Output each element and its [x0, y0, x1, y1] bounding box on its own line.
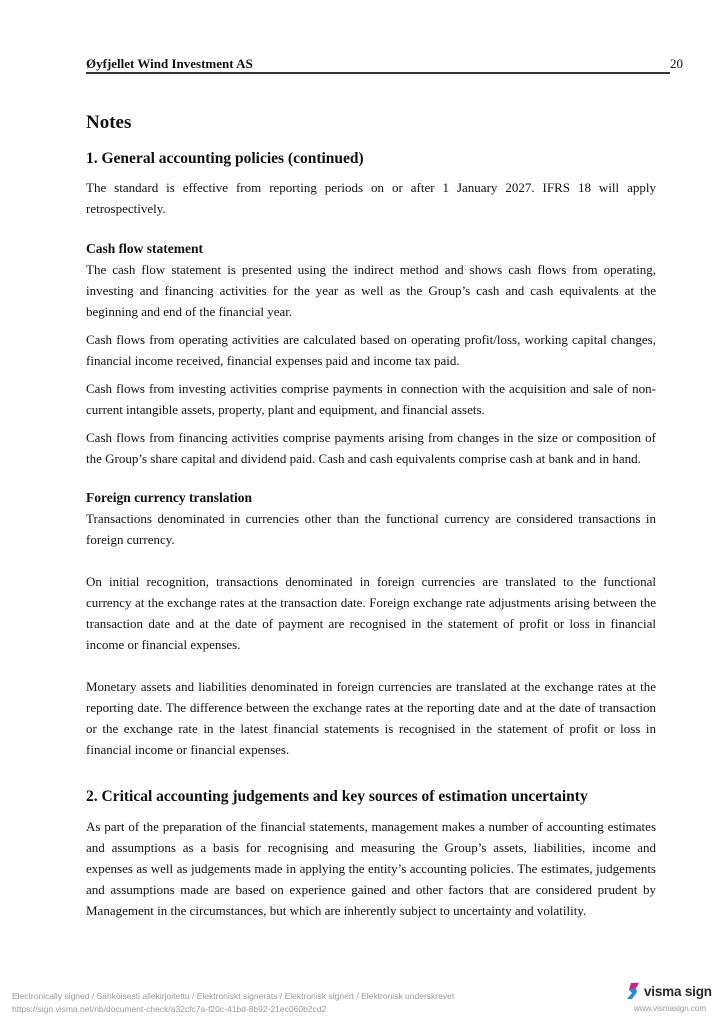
page-header	[86, 56, 683, 74]
section-1-title: 1. General accounting policies (continued)	[86, 150, 364, 167]
cash-flow-paragraph: Cash flows from financing activities comprise payments arising from changes in the size or composition of the Group’s share capital and dividend paid. Cash and cash equivalents comprise cash at bank and in hand.	[86, 430, 656, 466]
foreign-currency-paragraph: Monetary assets and liabilities denominated in foreign currencies are translated at the exchange rates at the reporting date. The difference between the exchange rates at the reporting date and at the date of transaction or the exchange rate in the latest financial statements is recognised in the statement of profit or loss in financial income or financial expenses.	[86, 679, 656, 757]
signature-footer	[12, 990, 454, 1016]
visma-url[interactable]: www.vismasign.com	[634, 1004, 707, 1013]
foreign-currency-heading: Foreign currency translation	[86, 490, 252, 505]
visma-brand-name: visma sign	[644, 983, 712, 999]
cash-flow-paragraph: Cash flows from investing activities comprise payments in connection with the acquisition and sale of non-current intangible assets, property, plant and equipment, and financial assets.	[86, 381, 656, 417]
company-name: Øyfjellet Wind Investment AS	[86, 56, 253, 71]
cash-flow-paragraph: Cash flows from operating activities are calculated based on operating profit/loss, working capital changes, financial income received, financial expenses paid and income tax paid.	[86, 332, 656, 368]
section-2-title: 2. Critical accounting judgements and key sources of estimation uncertainty	[86, 788, 588, 805]
foreign-currency-section	[86, 488, 656, 760]
section-2-body	[86, 816, 656, 921]
visma-sign-logo	[627, 983, 712, 999]
notes-title: Notes	[86, 112, 132, 133]
document-check-link[interactable]: https://sign.visma.net/nb/document-check/a32cfc7a-f20c-41bd-8b92-21ec060b2cd2	[12, 1004, 327, 1014]
visma-logo-icon	[627, 983, 639, 999]
header-divider	[86, 72, 670, 74]
foreign-currency-paragraph: Transactions denominated in currencies other than the functional currency are considered transactions in foreign currency.	[86, 511, 656, 547]
cash-flow-heading: Cash flow statement	[86, 241, 203, 256]
page-number: 20	[670, 56, 683, 71]
section-2-paragraph: As part of the preparation of the financial statements, management makes a number of accounting estimates and assumptions as a basis for recognising and measuring the Group’s assets, liabilities, income and expenses as well as judgements made in applying the entity’s accounting policies. The estimates, judgements and assumptions made are based on experience gained and other factors that are considered prudent by Management in the circumstances, but which are inherently subject to uncertainty and volatility.	[86, 819, 656, 918]
intro-paragraph: The standard is effective from reporting periods on or after 1 January 2027. IFRS 18 will apply retrospectively.	[86, 180, 656, 216]
section-1-intro	[86, 177, 656, 219]
cash-flow-section	[86, 239, 656, 469]
signed-notice: Electronically signed / Sähköisesti allekirjoitettu / Elektroniskt signerats / Elektronisk signert / Elektronisk underskrevet	[12, 991, 455, 1001]
foreign-currency-paragraph: On initial recognition, transactions denominated in foreign currencies are translated to the functional currency at the exchange rates at the transaction date. Foreign exchange rate adjustments arising between the transaction date and at the date of payment are recognised in the statement of profit or loss in financial income or financial expenses.	[86, 574, 656, 652]
cash-flow-paragraph: The cash flow statement is presented using the indirect method and shows cash flows from operating, investing and financing activities for the year as well as the Group’s cash and cash equivalents at the beginning and end of the financial year.	[86, 262, 656, 319]
